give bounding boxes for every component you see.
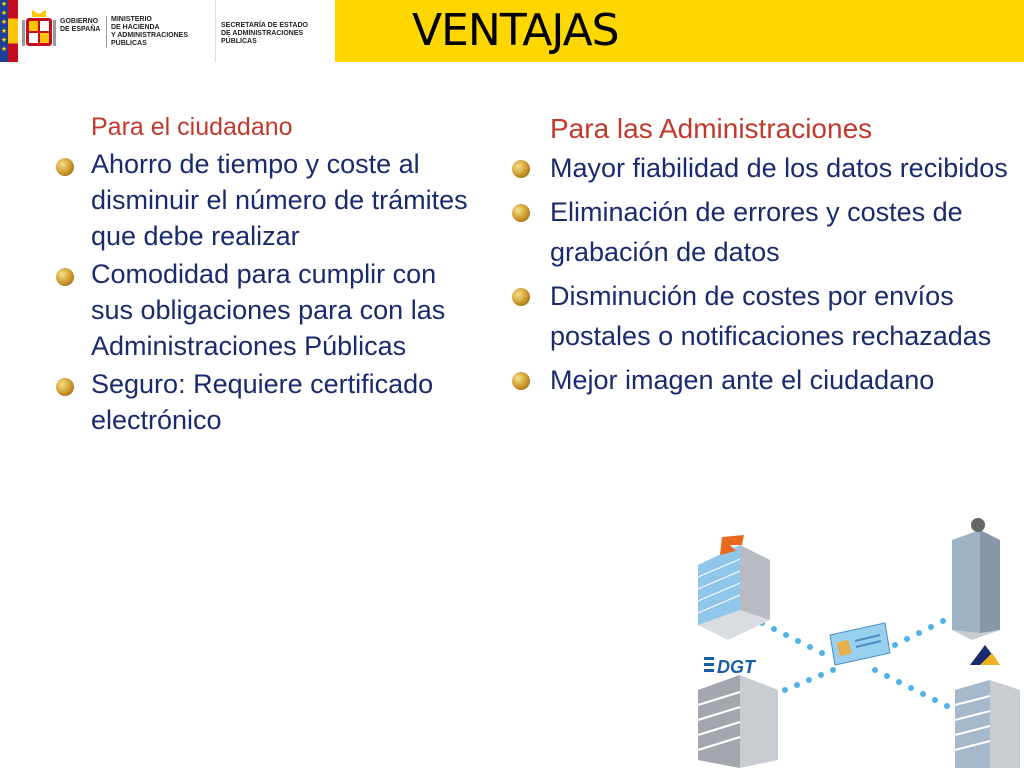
list-item xyxy=(512,148,1012,188)
administration-benefits-column xyxy=(512,110,1012,404)
administration-list xyxy=(512,148,1012,400)
ministry-label: MINISTERIO DE HACIENDA Y ADMINISTRACIONES PÚBLICAS xyxy=(106,16,221,48)
list-item xyxy=(56,256,476,364)
list-item-text: Disminución de costes por envíos postales o notificaciones rechazadas xyxy=(550,281,992,351)
government-label: GOBIERNO DE ESPAÑA xyxy=(60,18,101,33)
citizen-benefits-column xyxy=(56,108,476,440)
list-item-text: Ahorro de tiempo y coste al disminuir el número de trámites que debe realizar xyxy=(91,149,468,251)
list-item-text: Comodidad para cumplir con sus obligaciones para con las Administraciones Públicas xyxy=(91,259,446,361)
page-title: VENTAJAS xyxy=(412,5,619,56)
secretaria-label: SECRETARÍA DE ESTADO DE ADMINISTRACIONES PÚBLICAS xyxy=(221,22,308,45)
dgt-label: DGT xyxy=(717,657,755,677)
list-item-text: Seguro: Requiere certificado electrónico xyxy=(91,369,434,435)
list-item-text: Mayor fiabilidad de los datos recibidos xyxy=(550,153,1008,183)
eu-stars-strip: ★ ★ ★ ★ ★ ★ xyxy=(0,0,8,62)
bullet-icon xyxy=(56,378,74,396)
police-building-icon xyxy=(952,518,1000,640)
header-bar xyxy=(0,0,1024,62)
government-logo-block xyxy=(0,0,215,62)
bullet-icon xyxy=(512,160,530,178)
citizen-list xyxy=(56,146,476,438)
spain-flag-strip xyxy=(8,0,18,62)
list-item-text: Eliminación de errores y costes de grabación de datos xyxy=(550,197,963,267)
bullet-icon xyxy=(512,204,530,222)
list-item xyxy=(512,192,1012,272)
list-item-text: Mejor imagen ante el ciudadano xyxy=(550,365,935,395)
bullet-icon xyxy=(512,372,530,390)
dgt-building-icon xyxy=(698,657,778,768)
social-security-building-icon xyxy=(698,535,770,640)
bullet-icon xyxy=(56,268,74,286)
administration-heading: Para las Administraciones xyxy=(550,113,873,144)
list-item xyxy=(512,360,1012,400)
tax-agency-building-icon xyxy=(955,645,1020,768)
administrations-network-illustration xyxy=(690,515,1024,768)
bullet-icon xyxy=(512,288,530,306)
list-item xyxy=(56,146,476,254)
coat-of-arms-icon xyxy=(22,8,56,52)
list-item xyxy=(56,366,476,438)
citizen-heading: Para el ciudadano xyxy=(91,113,293,141)
list-item xyxy=(512,276,1012,356)
bullet-icon xyxy=(56,158,74,176)
id-card-icon xyxy=(830,623,890,665)
